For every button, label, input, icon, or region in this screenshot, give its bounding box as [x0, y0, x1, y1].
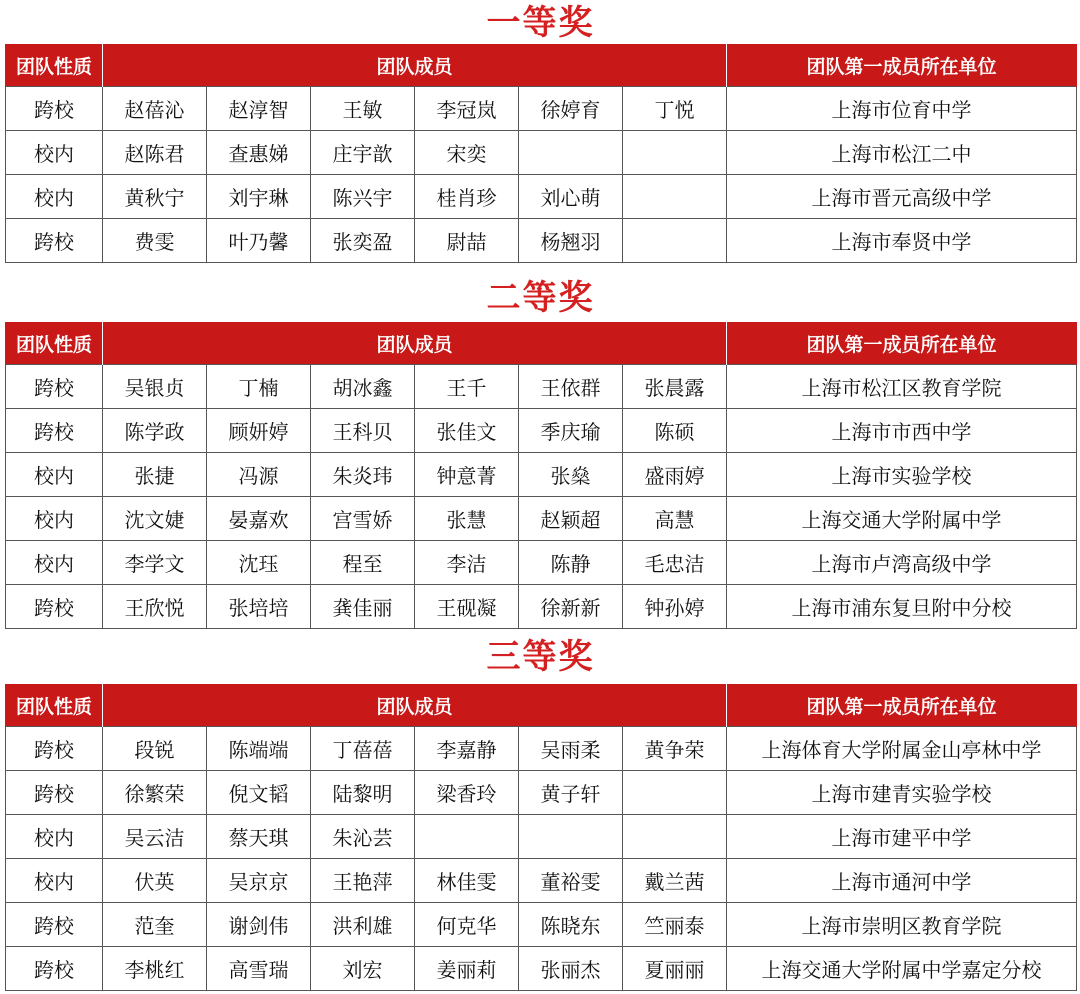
unit-cell: 上海市卢湾高级中学 — [727, 541, 1077, 585]
unit-cell: 上海交通大学附属中学 — [727, 497, 1077, 541]
member-cell: 黄子轩 — [519, 771, 623, 815]
member-cell: 姜丽莉 — [415, 947, 519, 991]
team-type-cell: 校内 — [6, 175, 103, 219]
member-cell: 陈硕 — [623, 409, 727, 453]
member-cell: 朱沁芸 — [311, 815, 415, 859]
member-cell: 龚佳丽 — [311, 585, 415, 629]
member-cell: 庄宇歆 — [311, 131, 415, 175]
member-cell: 程至 — [311, 541, 415, 585]
member-cell: 张晨露 — [623, 365, 727, 409]
member-cell: 伏英 — [103, 859, 207, 903]
member-cell: 毛忠洁 — [623, 541, 727, 585]
member-cell: 王砚凝 — [415, 585, 519, 629]
member-cell: 倪文韬 — [207, 771, 311, 815]
member-cell — [519, 815, 623, 859]
table-header-row — [6, 44, 1077, 87]
member-cell: 赵蓓沁 — [103, 87, 207, 131]
table-row — [6, 453, 1077, 497]
member-cell: 王科贝 — [311, 409, 415, 453]
member-cell: 李冠岚 — [415, 87, 519, 131]
table-row — [6, 727, 1077, 771]
member-cell: 张捷 — [103, 453, 207, 497]
member-cell — [623, 219, 727, 263]
member-cell: 李桃红 — [103, 947, 207, 991]
member-cell: 宋奕 — [415, 131, 519, 175]
team-type-cell: 校内 — [6, 815, 103, 859]
member-cell: 何克华 — [415, 903, 519, 947]
table-row — [6, 365, 1077, 409]
unit-cell: 上海市松江二中 — [727, 131, 1077, 175]
team-type-cell: 校内 — [6, 541, 103, 585]
member-cell: 桂肖珍 — [415, 175, 519, 219]
member-cell: 赵陈君 — [103, 131, 207, 175]
table-row — [6, 409, 1077, 453]
team-type-cell: 校内 — [6, 859, 103, 903]
team-type-cell: 跨校 — [6, 771, 103, 815]
unit-cell: 上海市晋元高级中学 — [727, 175, 1077, 219]
member-cell: 张培培 — [207, 585, 311, 629]
member-cell: 梁香玲 — [415, 771, 519, 815]
member-cell: 张慧 — [415, 497, 519, 541]
member-cell — [415, 815, 519, 859]
member-cell: 徐繁荣 — [103, 771, 207, 815]
table-row — [6, 947, 1077, 991]
table-row — [6, 859, 1077, 903]
member-cell: 张燊 — [519, 453, 623, 497]
award-table — [5, 44, 1077, 263]
member-cell: 查惠娣 — [207, 131, 311, 175]
member-cell: 徐新新 — [519, 585, 623, 629]
member-cell: 胡冰鑫 — [311, 365, 415, 409]
member-cell: 沈文婕 — [103, 497, 207, 541]
section-title: 一等奖 — [486, 3, 595, 43]
member-cell: 高慧 — [623, 497, 727, 541]
team-type-cell: 跨校 — [6, 947, 103, 991]
table-row — [6, 497, 1077, 541]
header-team-members: 团队成员 — [103, 44, 727, 87]
member-cell: 丁楠 — [207, 365, 311, 409]
member-cell: 王欣悦 — [103, 585, 207, 629]
member-cell: 丁蓓蓓 — [311, 727, 415, 771]
member-cell: 戴兰茜 — [623, 859, 727, 903]
unit-cell: 上海市松江区教育学院 — [727, 365, 1077, 409]
section-title: 三等奖 — [486, 637, 595, 677]
unit-cell: 上海市建青实验学校 — [727, 771, 1077, 815]
member-cell: 陈学政 — [103, 409, 207, 453]
unit-cell: 上海交通大学附属中学嘉定分校 — [727, 947, 1077, 991]
member-cell: 陈晓东 — [519, 903, 623, 947]
table-row — [6, 87, 1077, 131]
member-cell: 吴银贞 — [103, 365, 207, 409]
member-cell: 朱炎玮 — [311, 453, 415, 497]
member-cell: 李洁 — [415, 541, 519, 585]
member-cell: 晏嘉欢 — [207, 497, 311, 541]
unit-cell: 上海市浦东复旦附中分校 — [727, 585, 1077, 629]
team-type-cell: 跨校 — [6, 87, 103, 131]
member-cell — [623, 815, 727, 859]
team-type-cell: 校内 — [6, 453, 103, 497]
unit-cell: 上海市市西中学 — [727, 409, 1077, 453]
member-cell: 丁悦 — [623, 87, 727, 131]
member-cell: 段锐 — [103, 727, 207, 771]
member-cell: 盛雨婷 — [623, 453, 727, 497]
second-prize-section — [5, 276, 1076, 629]
third-prize-section — [5, 634, 1076, 991]
member-cell: 宫雪娇 — [311, 497, 415, 541]
table-header-row — [6, 322, 1077, 365]
unit-cell: 上海市崇明区教育学院 — [727, 903, 1077, 947]
unit-cell: 上海市位育中学 — [727, 87, 1077, 131]
unit-cell: 上海市通河中学 — [727, 859, 1077, 903]
member-cell: 沈珏 — [207, 541, 311, 585]
member-cell: 王依群 — [519, 365, 623, 409]
member-cell — [623, 175, 727, 219]
header-team-type: 团队性质 — [6, 44, 103, 87]
member-cell: 费雯 — [103, 219, 207, 263]
table-row — [6, 771, 1077, 815]
member-cell: 钟孙婷 — [623, 585, 727, 629]
team-type-cell: 校内 — [6, 131, 103, 175]
member-cell: 夏丽丽 — [623, 947, 727, 991]
member-cell: 刘宇琳 — [207, 175, 311, 219]
member-cell: 徐婷育 — [519, 87, 623, 131]
member-cell — [623, 131, 727, 175]
team-type-cell: 跨校 — [6, 585, 103, 629]
award-table — [5, 684, 1077, 991]
member-cell: 洪利雄 — [311, 903, 415, 947]
unit-cell: 上海市建平中学 — [727, 815, 1077, 859]
team-type-cell: 校内 — [6, 497, 103, 541]
member-cell: 李嘉静 — [415, 727, 519, 771]
member-cell: 冯源 — [207, 453, 311, 497]
header-first-member-unit: 团队第一成员所在单位 — [727, 684, 1077, 727]
member-cell: 林佳雯 — [415, 859, 519, 903]
member-cell: 吴雨柔 — [519, 727, 623, 771]
member-cell: 黄争荣 — [623, 727, 727, 771]
member-cell: 刘心萌 — [519, 175, 623, 219]
table-header-row — [6, 684, 1077, 727]
member-cell: 谢剑伟 — [207, 903, 311, 947]
table-row — [6, 131, 1077, 175]
member-cell: 王敏 — [311, 87, 415, 131]
member-cell: 张丽杰 — [519, 947, 623, 991]
member-cell: 吴京京 — [207, 859, 311, 903]
table-row — [6, 219, 1077, 263]
table-row — [6, 815, 1077, 859]
header-first-member-unit: 团队第一成员所在单位 — [727, 44, 1077, 87]
member-cell: 陈静 — [519, 541, 623, 585]
member-cell: 王千 — [415, 365, 519, 409]
member-cell: 刘宏 — [311, 947, 415, 991]
header-team-type: 团队性质 — [6, 322, 103, 365]
header-team-members: 团队成员 — [103, 684, 727, 727]
member-cell: 杨翘羽 — [519, 219, 623, 263]
table-row — [6, 903, 1077, 947]
member-cell: 张奕盈 — [311, 219, 415, 263]
member-cell: 黄秋宁 — [103, 175, 207, 219]
first-prize-section — [5, 3, 1076, 263]
member-cell: 张佳文 — [415, 409, 519, 453]
header-team-members: 团队成员 — [103, 322, 727, 365]
header-first-member-unit: 团队第一成员所在单位 — [727, 322, 1077, 365]
member-cell: 陈端端 — [207, 727, 311, 771]
member-cell: 董裕雯 — [519, 859, 623, 903]
member-cell: 陈兴宇 — [311, 175, 415, 219]
member-cell — [623, 771, 727, 815]
member-cell: 陆黎明 — [311, 771, 415, 815]
member-cell: 蔡天琪 — [207, 815, 311, 859]
section-title: 二等奖 — [486, 278, 595, 318]
member-cell: 范奎 — [103, 903, 207, 947]
member-cell: 赵淳智 — [207, 87, 311, 131]
member-cell: 钟意菁 — [415, 453, 519, 497]
member-cell: 李学文 — [103, 541, 207, 585]
member-cell: 吴云洁 — [103, 815, 207, 859]
member-cell: 叶乃馨 — [207, 219, 311, 263]
member-cell — [519, 131, 623, 175]
member-cell: 竺丽泰 — [623, 903, 727, 947]
member-cell: 季庆瑜 — [519, 409, 623, 453]
team-type-cell: 跨校 — [6, 727, 103, 771]
header-team-type: 团队性质 — [6, 684, 103, 727]
member-cell: 高雪瑞 — [207, 947, 311, 991]
member-cell: 王艳萍 — [311, 859, 415, 903]
unit-cell: 上海体育大学附属金山亭林中学 — [727, 727, 1077, 771]
team-type-cell: 跨校 — [6, 219, 103, 263]
award-table — [5, 322, 1077, 629]
team-type-cell: 跨校 — [6, 365, 103, 409]
table-row — [6, 541, 1077, 585]
table-row — [6, 585, 1077, 629]
unit-cell: 上海市奉贤中学 — [727, 219, 1077, 263]
member-cell: 尉喆 — [415, 219, 519, 263]
team-type-cell: 跨校 — [6, 409, 103, 453]
unit-cell: 上海市实验学校 — [727, 453, 1077, 497]
team-type-cell: 跨校 — [6, 903, 103, 947]
member-cell: 赵颖超 — [519, 497, 623, 541]
table-row — [6, 175, 1077, 219]
member-cell: 顾妍婷 — [207, 409, 311, 453]
